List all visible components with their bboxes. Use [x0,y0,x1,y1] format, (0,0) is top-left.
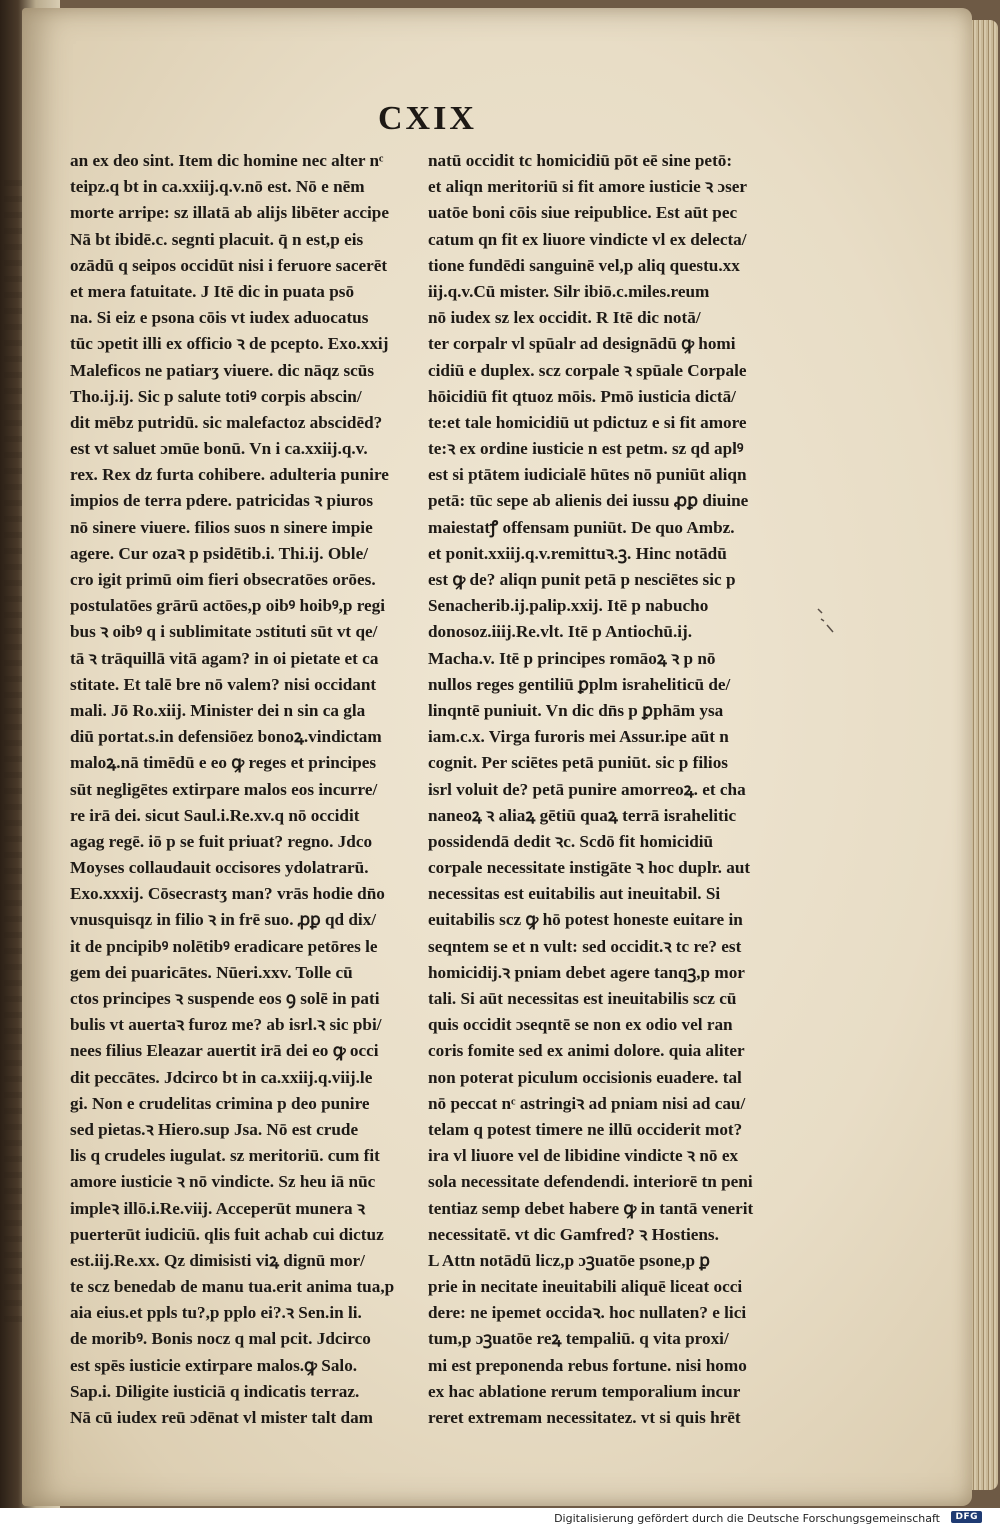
text-line: euitabilis scz ꝙ hō potest honeste euitare in [428,910,743,930]
right-text-column [428,148,754,1431]
text-line: cognit. Per sciētes petā puniūt. sic p filios [428,753,728,773]
text-line: Sap.i. Diligite iusticiā q indicatis terraz. [70,1381,360,1401]
text-line: rex. Rex dz furta cohibere. adulteria punire [70,465,389,485]
text-line: Nā bt ibidē.c. segnti placuit. q̄ n est,p eis [70,229,364,249]
text-line: est vt saluet ɔmūe bonū. Vn i ca.xxiij.q.v. [70,439,368,459]
text-line: petā: tūc sepe ab alienis dei iussu ꝓꝑ diuine [428,491,749,511]
text-line: natū occidit tc homicidiū pōt eē sine petō: [428,151,733,170]
text-line: it de pncipibꝰ nolētibꝰ eradicare petōres le [70,936,378,956]
text-line: est.iij.Re.xx. Qz dimisisti viꝝ dignū mor/ [70,1250,365,1270]
text-line: teipz.q bt in ca.xxiij.q.v.nō est. Nō e nēm [70,177,365,197]
text-line: necessitas est euitabilis aut ineuitabil. Si [428,884,721,904]
text-line: bulis vt auertaꝛ furoz me? ab isrl.ꝛ sic pbi/ [70,1015,382,1035]
text-line: Senacherib.ij.palip.xxij. Itē p nabucho [428,596,709,616]
text-line: iam.c.x. Virga furoris mei Assur.ipe aūt n [428,727,729,747]
text-line: an ex deo sint. Item dic homine nec alter nᶜ [70,151,384,170]
text-line: vnusquisqz in filio ꝛ in frē suo. ꝓꝑ qd dix/ [70,910,377,930]
text-line: corpale necessitate instigāte ꝛ hoc duplr. aut [428,858,751,878]
text-line: iij.q.v.Cū mister. Silr ibiō.c.miles.reum [428,281,710,301]
text-line: tione fundēdi sanguinē vel,p aliq questu.xx [428,255,740,275]
text-line: ira vl liuore vel de libidine vindicte ꝛ nō ex [428,1146,739,1166]
text-line: est spēs iusticie extirpare malos.ꝙ Salo. [70,1355,358,1375]
text-line: sūt negligētes extirpare malos eos incurre/ [70,779,378,799]
text-line: reret extremam necessitatez. vt si quis hrēt [428,1408,741,1427]
text-line: est si ptātem iudicialē hūtes nō puniūt aliqn [428,465,747,485]
text-line: de moribꝰ. Bonis nocz q mal pcit. Jdcirco [70,1329,371,1349]
text-line: ex hac ablatione rerum temporalium incur [428,1381,741,1401]
text-line: aia eius.et ppls tu?,p pplo ei?.ꝛ Sen.in li. [70,1303,362,1323]
text-line: diū portat.s.in defensiōez bonoꝝ.vindictam [70,727,382,747]
left-text-column [70,148,396,1431]
digitization-footer [0,1508,1000,1531]
text-line: tum,p ɔꝫuatōe reꝝ tempaliū. q vita proxi/ [428,1329,729,1349]
text-line: Nā cū iudex reū ɔdēnat vl mister talt dam [70,1408,373,1427]
text-line: postulatōes grārū actōes,p oibꝰ hoibꝰ,p regi [70,596,386,616]
text-line: Macha.v. Itē p principes romāoꝝ ꝛ p nō [428,648,716,668]
text-line: Maleficos ne patiarʒ viuere. dic nāqz scūs [70,360,375,380]
text-line: quis occidit ɔseqntē se non ex odio vel ran [428,1015,733,1035]
text-line: ozādū q seipos occidūt nisi i feruore sacerēt [70,255,388,275]
text-line: Tho.ij.ij. Sic p salute totiꝰ corpis abscin/ [70,386,362,406]
text-line: Moyses collaudauit occisores ydolatrarū. [70,858,369,878]
stray-ink-mark [815,605,837,635]
text-line: stitate. Et talē bre nō valem? nisi occidant [70,674,377,694]
text-line: mi est preponenda rebus fortune. nisi homo [428,1355,747,1375]
text-line: prie in necitate ineuitabili aliquē liceat occi [428,1277,743,1297]
text-line: cidiū e duplex. scz corpale ꝛ spūale Corpale [428,360,747,380]
text-line: Exo.xxxij. Cōsecrastʒ man? vrās hodie dn̄o [70,884,385,904]
text-line: homicidij.ꝛ pniam debet agere tanqꝫ,p mor [428,962,745,982]
text-line: et ponit.xxiij.q.v.remittuꝛ.ꝫ. Hinc notādū [428,543,727,563]
text-line: maloꝝ.nā timēdū e eo ꝙ reges et principes [70,753,377,773]
text-line: seqntem se et n vult: sed occidit.ꝛ tc re? est [428,936,742,956]
text-line: lis q crudeles iugulat. sz meritoriū. cum fit [70,1146,380,1166]
text-line: naneoꝝ ꝛ aliaꝝ gētiū quaꝝ terrā israhelitic [428,805,737,825]
text-line: linqntē puniuit. Vn dic dn̄s p ꝑphām ysa [428,700,724,720]
text-line: nō sinere viuere. filios suos n sinere impie [70,517,373,537]
text-line: uatōe boni cōis siue reipublice. Est aūt pec [428,203,738,223]
text-line: est ꝙ de? aliqn punit petā p nesciētes sic p [428,570,736,589]
text-line: gi. Non e crudelitas crimina p deo punire [70,1093,370,1113]
text-line: nō iudex sz lex occidit. R Itē dic notā/ [428,308,701,328]
dfg-logo: DFG [951,1511,982,1523]
text-line: possidendā dedit ꝛc. Scdō fit homicidiū [428,831,714,851]
text-line: dit peccātes. Jdcirco bt in ca.xxiij.q.viij.le [70,1067,373,1087]
text-line: mali. Jō Ro.xiij. Minister dei n sin ca gla [70,700,366,720]
text-line: non poterat piculum occisionis euadere. tal [428,1067,742,1087]
text-line: ctos principes ꝛ suspende eos ꝯ solē in pati [70,989,380,1008]
text-line: amore iusticie ꝛ nō vindicte. Sz heu iā nūc [70,1172,376,1192]
text-line: nō peccat nᶜ astringiꝛ ad pniam nisi ad cau/ [428,1093,746,1113]
text-line: te:ꝛ ex ordine iusticie n est petm. sz qd aplꝰ [428,439,744,459]
text-line: gem dei puaricātes. Nūeri.xxv. Tolle cū [70,962,353,982]
text-line: bus ꝛ oibꝰ q i sublimitate ɔstituti sūt vt qe/ [70,622,378,642]
text-line: donosoz.iiij.Re.vlt. Itē p Antiochū.ij. [428,622,693,642]
text-line: morte arripe: sz illatā ab alijs libēter accipe [70,203,389,223]
text-line: tentiaz semp debet habere ꝙ in tantā venerit [428,1198,754,1218]
text-line: dere: ne ipemet occidaꝛ. hoc nullaten? e lici [428,1303,747,1323]
text-line: puerterūt iudiciū. qlis fuit achab cui dictuz [70,1224,384,1244]
text-line: isrl voluit de? petā punire amorreoꝝ. et cha [428,779,746,799]
text-line: necessitatē. vt dic Gamfred? ꝛ Hostiens. [428,1224,719,1244]
funding-credit: Digitalisierung gefördert durch die Deutsche Forschungsgemeinschaft [554,1512,940,1525]
text-line: cro igit primū oim fieri obsecratōes orōes. [70,570,376,589]
text-line: impios de terra pdere. patricidas ꝛ piuros [70,491,374,511]
text-line: impleꝛ illō.i.Re.viij. Acceperūt munera ꝛ [70,1198,366,1218]
text-line: hōicidiū fit qtuoz mōis. Pmō iusticia dictā/ [428,386,736,406]
text-line: tūc ɔpetit illi ex officio ꝛ de pcepto. Exo.xxij [70,334,389,354]
text-line: sed pietas.ꝛ Hiero.sup Jsa. Nō est crude [70,1119,359,1139]
text-line: L Attn notādū licz,p ɔꝫuatōe psone,p ꝑ [428,1250,710,1270]
folio-number: CXIX [378,100,477,137]
text-line: maiestatꝭ offensam puniūt. De quo Ambz. [428,517,735,537]
text-line: te:et tale homicidiū ut pdictuz e si fit amore [428,412,747,432]
text-line: na. Si eiz e psona cōis vt iudex aduocatus [70,308,369,328]
text-line: agag regē. iō p se fuit priuat? regno. Jdco [70,831,373,851]
text-line: nees filius Eleazar auertit irā dei eo ꝙ occi [70,1041,379,1061]
text-line: ter corpalr vl spūalr ad designādū ꝙ homi [428,334,736,354]
text-line: et aliqn meritoriū si fit amore iusticie ꝛ ɔser [428,177,748,197]
text-line: te scz benedab de manu tua.erit anima tua,p [70,1277,395,1297]
text-line: telam q potest timere ne illū occiderit mot? [428,1119,743,1139]
text-line: tā ꝛ trāquillā vitā agam? in oi pietate et ca [70,648,379,668]
text-line: nullos reges gentiliū ꝑplm israheliticū de/ [428,674,731,694]
text-line: sola necessitate defendendi. interiorē tn peni [428,1172,753,1192]
text-line: et mera fatuitate. J Itē dic in puata psō [70,281,355,301]
text-line: dit mēbz putridū. sic malefactoz abscidēd? [70,412,383,432]
text-line: re irā dei. sicut Saul.i.Re.xv.q nō occidit [70,805,360,825]
text-line: catum qn fit ex liuore vindicte vl ex delecta/ [428,229,747,249]
text-line: coris fomite sed ex animi dolore. quia aliter [428,1041,745,1061]
text-line: agere. Cur ozaꝛ p psidētib.i. Thi.ij. Oble/ [70,543,368,563]
text-line: tali. Si aūt necessitas est ineuitabilis scz cū [428,989,737,1008]
